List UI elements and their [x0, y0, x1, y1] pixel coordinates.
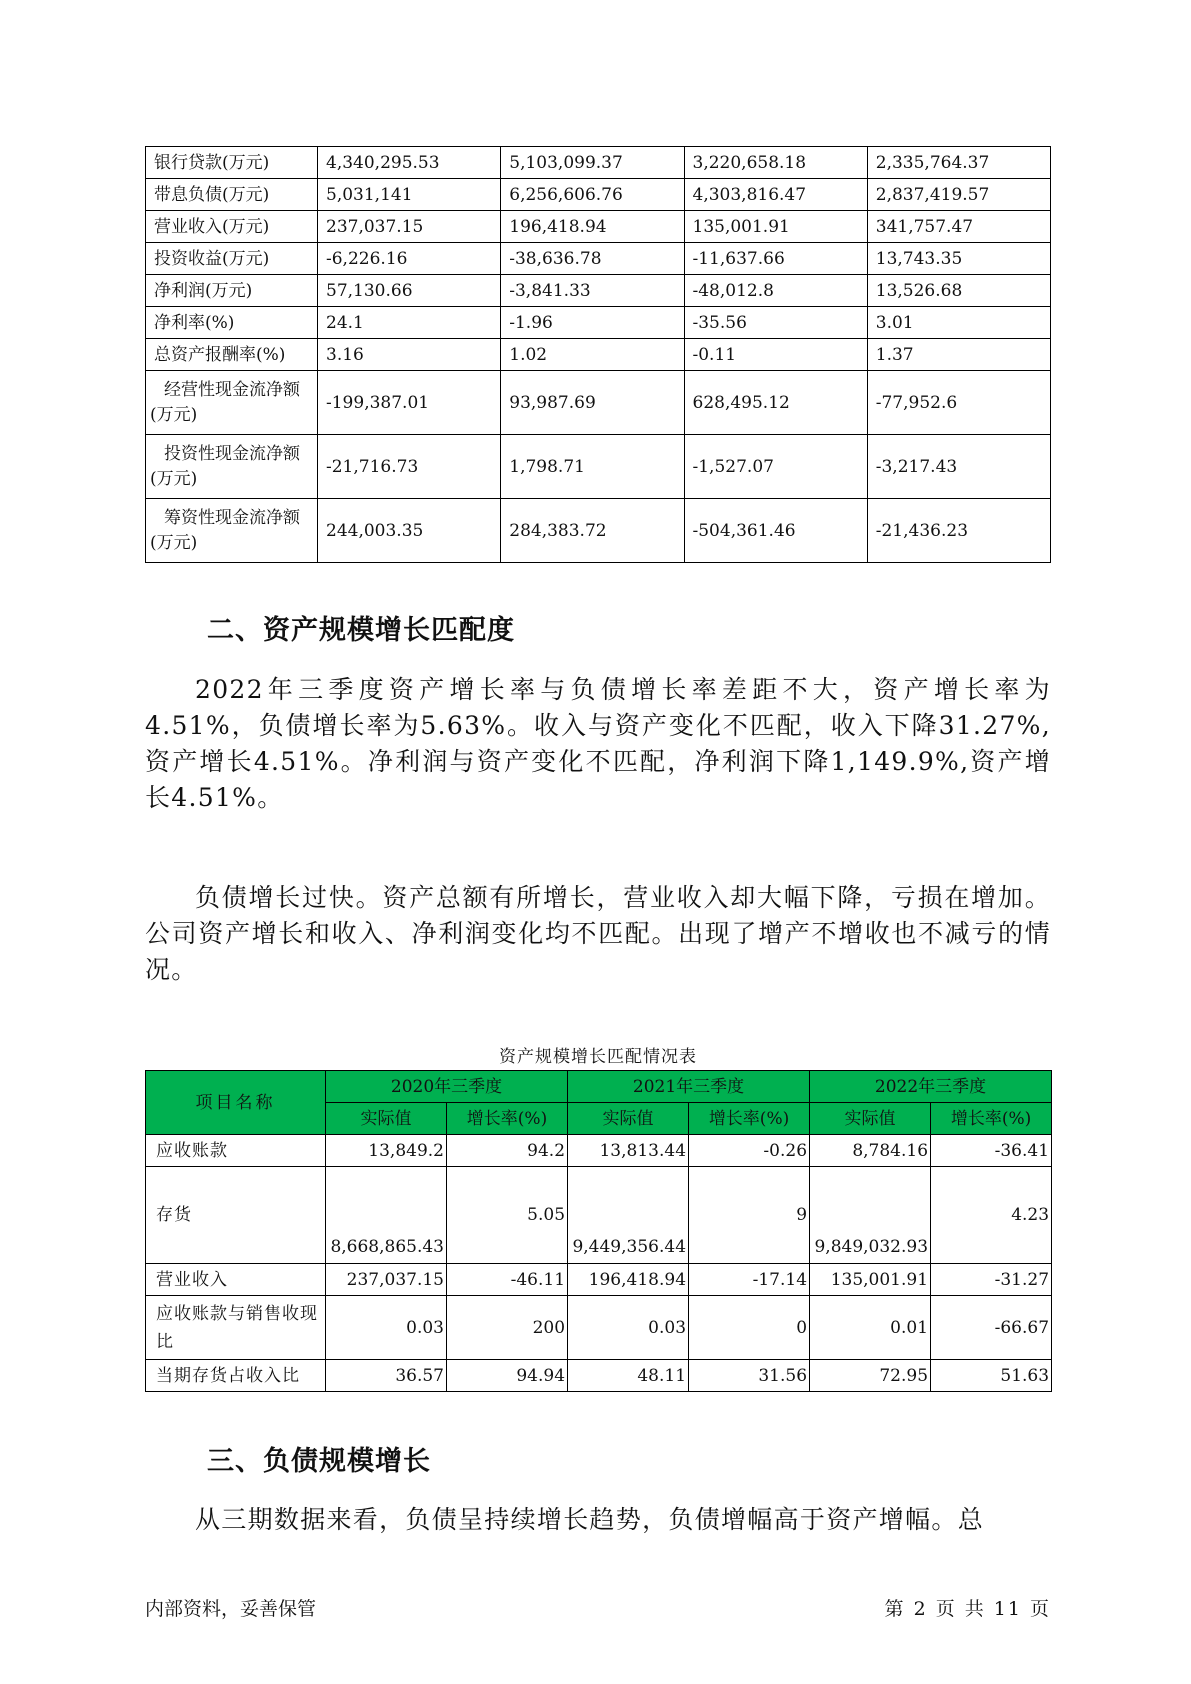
table-row [146, 1135, 1052, 1167]
table-row [146, 1296, 1052, 1360]
cell: -66.67 [931, 1296, 1052, 1360]
financial-table [145, 146, 1051, 563]
page-number: 第 2 页 共 11 页 [884, 1598, 1051, 1620]
period-header: 2022年三季度 [810, 1071, 1052, 1103]
cell: 628,495.12 [684, 371, 867, 435]
cell: 3,220,658.18 [684, 147, 867, 179]
cell: 94.2 [447, 1135, 568, 1167]
subheader-growth: 增长率(%) [931, 1103, 1052, 1135]
cell: -36.41 [931, 1135, 1052, 1167]
cell: -3,841.33 [501, 275, 684, 307]
cell: 237,037.15 [326, 1264, 447, 1296]
cell: 48.11 [568, 1360, 689, 1392]
cell: -1,527.07 [684, 435, 867, 499]
row-label: 银行贷款(万元) [146, 147, 318, 179]
cell: 51.63 [931, 1360, 1052, 1392]
cell: 196,418.94 [568, 1264, 689, 1296]
section-heading: 二、资产规模增长匹配度 [207, 615, 515, 646]
cell: 24.1 [318, 307, 501, 339]
period-header: 2020年三季度 [326, 1071, 568, 1103]
cell: 94.94 [447, 1360, 568, 1392]
cell: 5,103,099.37 [501, 147, 684, 179]
cell: 9,849,032.93 [810, 1167, 931, 1264]
cell: 1,798.71 [501, 435, 684, 499]
table-row [146, 307, 1051, 339]
table-row [146, 499, 1051, 563]
table-row [146, 179, 1051, 211]
cell: -77,952.6 [867, 371, 1050, 435]
cell: 135,001.91 [684, 211, 867, 243]
cell: 8,784.16 [810, 1135, 931, 1167]
cell: 4,340,295.53 [318, 147, 501, 179]
table-row [146, 1264, 1052, 1296]
cell: -199,387.01 [318, 371, 501, 435]
cell: 135,001.91 [810, 1264, 931, 1296]
row-label: 总资产报酬率(%) [146, 339, 318, 371]
cell: 200 [447, 1296, 568, 1360]
cell: 0.01 [810, 1296, 931, 1360]
cell: 9 [689, 1167, 810, 1264]
subheader-growth: 增长率(%) [447, 1103, 568, 1135]
table-caption: 资产规模增长匹配情况表 [499, 1047, 697, 1067]
cell: 13,813.44 [568, 1135, 689, 1167]
paragraph: 负债增长过快。资产总额有所增长，营业收入却大幅下降，亏损在增加。公司资产增长和收入、净利润变化均不匹配。出现了增产不增收也不减亏的情况。 [145, 883, 1051, 984]
subheader-actual: 实际值 [326, 1103, 447, 1135]
cell: -31.27 [931, 1264, 1052, 1296]
match-table [145, 1070, 1052, 1392]
cell: 13,526.68 [867, 275, 1050, 307]
row-label: 筹资性现金流净额(万元) [146, 499, 318, 563]
cell: -21,436.23 [867, 499, 1050, 563]
cell: -0.26 [689, 1135, 810, 1167]
subheader-actual: 实际值 [810, 1103, 931, 1135]
cell: 3.16 [318, 339, 501, 371]
cell: 284,383.72 [501, 499, 684, 563]
row-label: 经营性现金流净额(万元) [146, 371, 318, 435]
cell: 8,668,865.43 [326, 1167, 447, 1264]
cell: 1.02 [501, 339, 684, 371]
cell: 36.57 [326, 1360, 447, 1392]
table-row [146, 147, 1051, 179]
row-label: 投资收益(万元) [146, 243, 318, 275]
item-name-header: 项目名称 [146, 1071, 326, 1135]
cell: 3.01 [867, 307, 1050, 339]
cell: -21,716.73 [318, 435, 501, 499]
cell: -35.56 [684, 307, 867, 339]
cell: 31.56 [689, 1360, 810, 1392]
row-label: 投资性现金流净额(万元) [146, 435, 318, 499]
row-label: 应收账款 [146, 1135, 326, 1167]
cell: 13,849.2 [326, 1135, 447, 1167]
table-row [146, 211, 1051, 243]
period-header: 2021年三季度 [568, 1071, 810, 1103]
table-row [146, 243, 1051, 275]
paragraph: 2022年三季度资产增长率与负债增长率差距不大，资产增长率为4.51%，负债增长率为5.63%。收入与资产变化不匹配，收入下降31.27%,资产增长4.51%。净利润与资产变化不匹配，净利润下降1,149.9%,资产增长4.51%。 [145, 675, 1051, 812]
cell: 2,335,764.37 [867, 147, 1050, 179]
cell: -11,637.66 [684, 243, 867, 275]
cell: -46.11 [447, 1264, 568, 1296]
cell: 1.37 [867, 339, 1050, 371]
cell: 341,757.47 [867, 211, 1050, 243]
cell: -3,217.43 [867, 435, 1050, 499]
cell: -1.96 [501, 307, 684, 339]
paragraph: 从三期数据来看，负债呈持续增长趋势，负债增幅高于资产增幅。总 [195, 1505, 985, 1534]
cell: -38,636.78 [501, 243, 684, 275]
subheader-actual: 实际值 [568, 1103, 689, 1135]
cell: -0.11 [684, 339, 867, 371]
cell: 196,418.94 [501, 211, 684, 243]
cell: 4,303,816.47 [684, 179, 867, 211]
section-heading: 三、负债规模增长 [207, 1446, 431, 1477]
row-label: 净利润(万元) [146, 275, 318, 307]
cell: 4.23 [931, 1167, 1052, 1264]
cell: -17.14 [689, 1264, 810, 1296]
row-label: 应收账款与销售收现比 [146, 1296, 326, 1360]
cell: 244,003.35 [318, 499, 501, 563]
cell: 237,037.15 [318, 211, 501, 243]
cell: 72.95 [810, 1360, 931, 1392]
cell: 0.03 [326, 1296, 447, 1360]
table-row [146, 339, 1051, 371]
table-row [146, 1360, 1052, 1392]
cell: 93,987.69 [501, 371, 684, 435]
cell: 57,130.66 [318, 275, 501, 307]
row-label: 带息负债(万元) [146, 179, 318, 211]
cell: 9,449,356.44 [568, 1167, 689, 1264]
table-row [146, 275, 1051, 307]
row-label: 存货 [146, 1167, 326, 1264]
row-label: 营业收入 [146, 1264, 326, 1296]
table-row [146, 435, 1051, 499]
row-label: 营业收入(万元) [146, 211, 318, 243]
cell: 5.05 [447, 1167, 568, 1264]
subheader-growth: 增长率(%) [689, 1103, 810, 1135]
row-label: 净利率(%) [146, 307, 318, 339]
cell: 13,743.35 [867, 243, 1050, 275]
row-label: 当期存货占收入比 [146, 1360, 326, 1392]
table-row [146, 1167, 1052, 1264]
cell: 5,031,141 [318, 179, 501, 211]
cell: -48,012.8 [684, 275, 867, 307]
cell: 0 [689, 1296, 810, 1360]
cell: 6,256,606.76 [501, 179, 684, 211]
cell: -6,226.16 [318, 243, 501, 275]
footer-confidential-note: 内部资料，妥善保管 [145, 1598, 317, 1620]
cell: 2,837,419.57 [867, 179, 1050, 211]
table-row [146, 371, 1051, 435]
header-row [146, 1071, 1052, 1103]
cell: -504,361.46 [684, 499, 867, 563]
cell: 0.03 [568, 1296, 689, 1360]
